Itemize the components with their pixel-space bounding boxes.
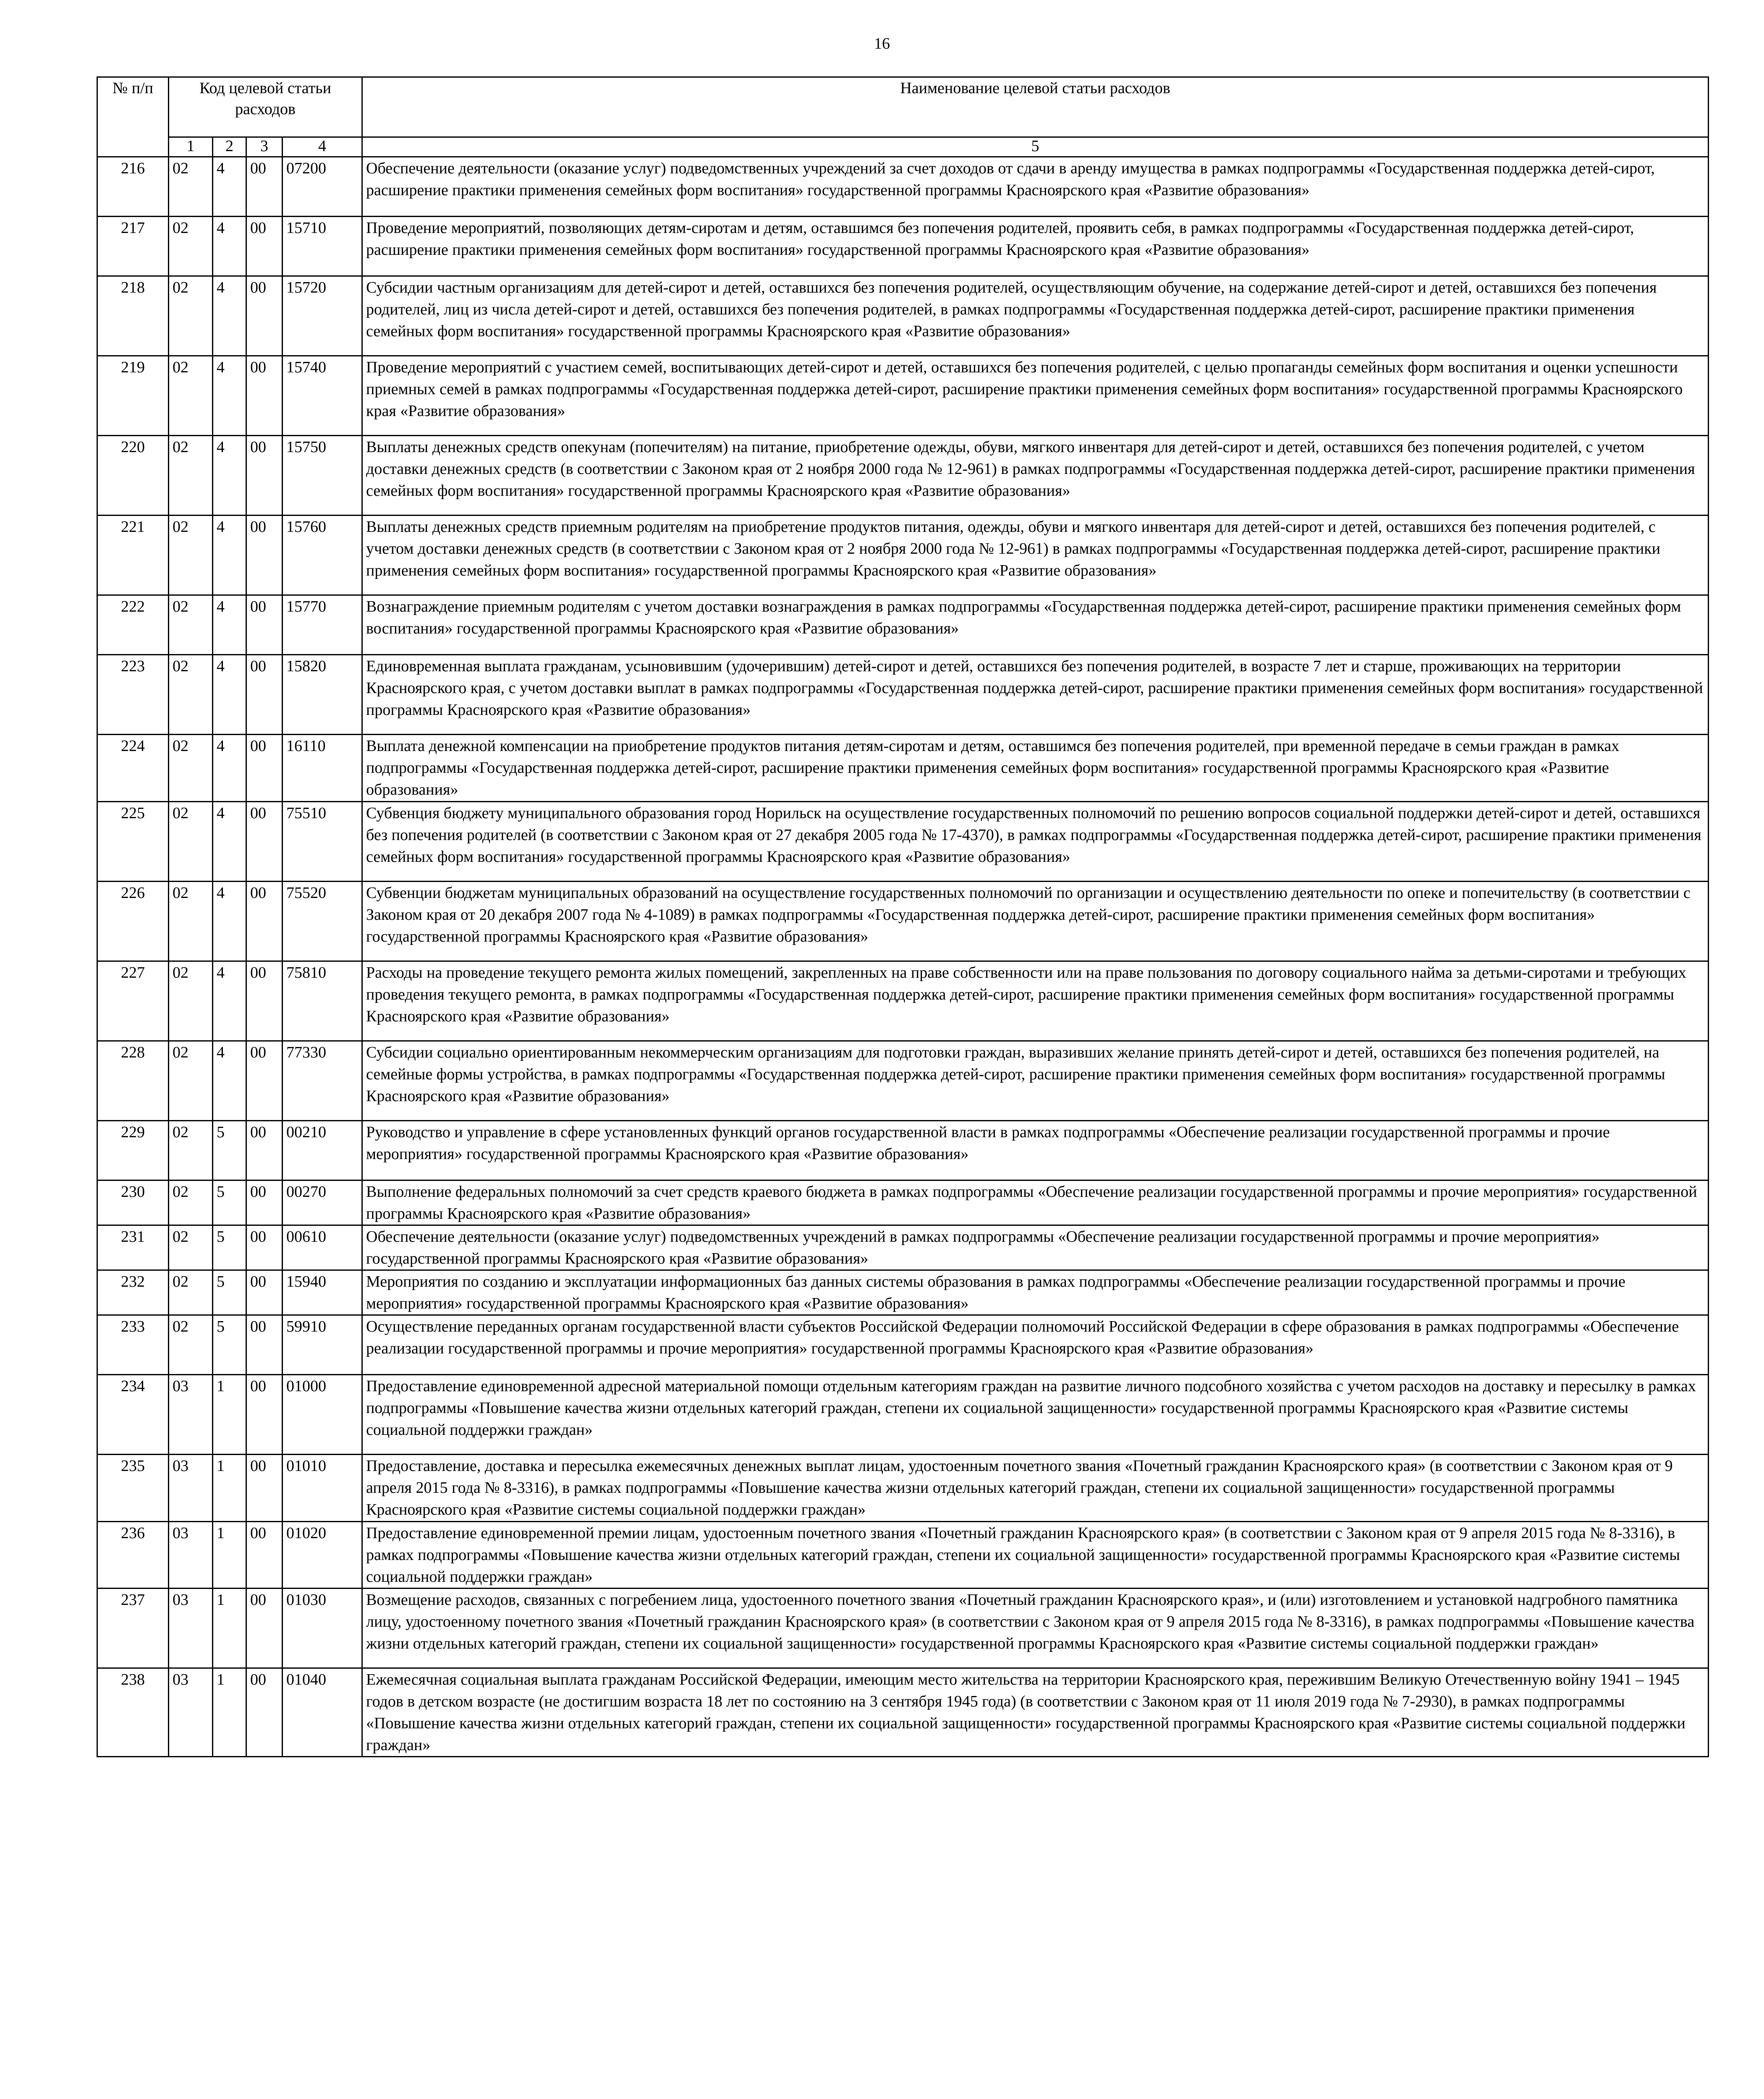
article-name: Вознаграждение приемным родителям с учетом доставки вознаграждения в рамках подпрограммы «Государственная поддержка детей-сирот, расширение практики применения семейных форм воспитания» государственной программы Красноярского края «Развитие образования» [362, 595, 1709, 655]
table-row [97, 1315, 1709, 1375]
code-subprogram: 1 [213, 1375, 246, 1455]
row-number: 233 [97, 1315, 169, 1375]
code-direction: 00270 [283, 1180, 362, 1225]
code-group: 00 [246, 1375, 283, 1455]
code-subprogram: 4 [213, 276, 246, 356]
code-direction: 15940 [283, 1270, 362, 1315]
code-direction: 15740 [283, 356, 362, 436]
article-name: Субсидии социально ориентированным некоммерческим организациям для подготовки граждан, выразивших желание принять детей-сирот и детей, оставшихся без попечения родителей, на семейные формы устройства, в рамках подпрограммы «Государственная поддержка детей-сирот, расширение практики применения семейных форм воспитания» государственной программы Красноярского края «Развитие образования» [362, 1041, 1709, 1121]
row-number: 228 [97, 1041, 169, 1121]
code-direction: 00610 [283, 1225, 362, 1270]
article-name: Обеспечение деятельности (оказание услуг) подведомственных учреждений за счет доходов от сдачи в аренду имущества в рамках подпрограммы «Государственная поддержка детей-сирот, расширение практики применения семейных форм воспитания» государственной программы Красноярского края «Развитие образования» [362, 157, 1709, 217]
code-direction: 01020 [283, 1522, 362, 1589]
header-col-number: 4 [283, 137, 362, 157]
article-name: Руководство и управление в сфере установленных функций органов государственной власти в рамках подпрограммы «Обеспечение реализации государственной программы и прочие мероприятия» государственной программы Красноярского края «Развитие образования» [362, 1121, 1709, 1180]
table-row [97, 655, 1709, 735]
code-program: 03 [169, 1589, 213, 1668]
code-direction: 75510 [283, 802, 362, 882]
table-row [97, 961, 1709, 1041]
code-program: 02 [169, 157, 213, 217]
code-direction: 75520 [283, 882, 362, 961]
table-row [97, 276, 1709, 356]
row-number: 229 [97, 1121, 169, 1180]
article-name: Субвенции бюджетам муниципальных образований на осуществление государственных полномочий по организации и осуществлению деятельности по опеке и попечительству (в соответствии с Законом края от 20 декабря 2007 года № 4-1089) в рамках подпрограммы «Государственная поддержка детей-сирот, расширение практики применения семейных форм воспитания» государственной программы Красноярского края «Развитие образования» [362, 882, 1709, 961]
budget-table [97, 76, 1709, 1757]
code-direction: 15720 [283, 276, 362, 356]
row-number: 230 [97, 1180, 169, 1225]
article-name: Мероприятия по созданию и эксплуатации информационных баз данных системы образования в рамках подпрограммы «Обеспечение реализации государственной программы и прочие мероприятия» государственной программы Красноярского края «Развитие образования» [362, 1270, 1709, 1315]
article-name: Предоставление, доставка и пересылка ежемесячных денежных выплат лицам, удостоенным почетного звания «Почетный гражданин Красноярского края» (в соответствии с Законом края от 9 апреля 2015 года № 8-3316), в рамках подпрограммы «Повышение качества жизни отдельных категорий граждан, степени их социальной защищенности» государственной программы Красноярского края «Развитие системы социальной поддержки граждан» [362, 1455, 1709, 1522]
code-direction: 15750 [283, 436, 362, 516]
article-name: Выплаты денежных средств опекунам (попечителям) на питание, приобретение одежды, обуви, мягкого инвентаря для детей-сирот и детей, оставшихся без попечения родителей, с учетом доставки денежных средств (в соответствии с Законом края от 2 ноября 2000 года № 12-961) в рамках подпрограммы «Государственная поддержка детей-сирот, расширение практики применения семейных форм воспитания» государственной программы Красноярского края «Развитие образования» [362, 436, 1709, 516]
article-name: Проведение мероприятий с участием семей, воспитывающих детей-сирот и детей, оставшихся без попечения родителей, с целью пропаганды семейных форм воспитания и оценки успешности приемных семей в рамках подпрограммы «Государственная поддержка детей-сирот, расширение практики применения семейных форм воспитания» государственной программы Красноярского края «Развитие образования» [362, 356, 1709, 436]
code-group: 00 [246, 1180, 283, 1225]
code-program: 02 [169, 802, 213, 882]
table-row [97, 882, 1709, 961]
header-code: Код целевой статьи расходов [169, 77, 362, 137]
article-name: Выполнение федеральных полномочий за счет средств краевого бюджета в рамках подпрограммы «Обеспечение реализации государственной программы и прочие мероприятия» государственной программы Красноярского края «Развитие образования» [362, 1180, 1709, 1225]
code-group: 00 [246, 1522, 283, 1589]
code-program: 02 [169, 1121, 213, 1180]
table-row [97, 516, 1709, 595]
code-group: 00 [246, 1315, 283, 1375]
code-direction: 15770 [283, 595, 362, 655]
code-program: 02 [169, 516, 213, 595]
code-program: 02 [169, 595, 213, 655]
row-number: 222 [97, 595, 169, 655]
code-subprogram: 1 [213, 1522, 246, 1589]
row-number: 223 [97, 655, 169, 735]
code-subprogram: 5 [213, 1121, 246, 1180]
table-row [97, 1522, 1709, 1589]
code-subprogram: 5 [213, 1225, 246, 1270]
article-name: Проведение мероприятий, позволяющих детям-сиротам и детям, оставшимся без попечения родителей, проявить себя, в рамках подпрограммы «Государственная поддержка детей-сирот, расширение практики применения семейных форм воспитания» государственной программы Красноярского края «Развитие образования» [362, 217, 1709, 276]
code-program: 03 [169, 1522, 213, 1589]
table-row [97, 1375, 1709, 1455]
code-direction: 77330 [283, 1041, 362, 1121]
code-subprogram: 5 [213, 1180, 246, 1225]
table-row [97, 1589, 1709, 1668]
code-subprogram: 4 [213, 217, 246, 276]
code-program: 02 [169, 1315, 213, 1375]
header-num: № п/п [97, 77, 169, 157]
code-group: 00 [246, 882, 283, 961]
table-row [97, 1041, 1709, 1121]
article-name: Обеспечение деятельности (оказание услуг) подведомственных учреждений в рамках подпрограммы «Обеспечение реализации государственной программы и прочие мероприятия» государственной программы Красноярского края «Развитие образования» [362, 1225, 1709, 1270]
code-subprogram: 4 [213, 882, 246, 961]
code-subprogram: 4 [213, 655, 246, 735]
code-group: 00 [246, 1041, 283, 1121]
code-subprogram: 5 [213, 1270, 246, 1315]
code-group: 00 [246, 1121, 283, 1180]
code-subprogram: 4 [213, 735, 246, 802]
row-number: 235 [97, 1455, 169, 1522]
table-row [97, 356, 1709, 436]
row-number: 216 [97, 157, 169, 217]
table-row [97, 1225, 1709, 1270]
row-number: 220 [97, 436, 169, 516]
code-direction: 15760 [283, 516, 362, 595]
code-group: 00 [246, 516, 283, 595]
row-number: 227 [97, 961, 169, 1041]
table-row [97, 1180, 1709, 1225]
article-name: Субвенция бюджету муниципального образования город Норильск на осуществление государственных полномочий по решению вопросов социальной поддержки детей-сирот и детей, оставшихся без попечения родителей (в соответствии с Законом края от 27 декабря 2005 года № 17-4370), в рамках подпрограммы «Государственная поддержка детей-сирот, расширение практики применения семейных форм воспитания» государственной программы Красноярского края «Развитие образования» [362, 802, 1709, 882]
page-number: 16 [874, 35, 890, 52]
header-col-number: 2 [213, 137, 246, 157]
code-subprogram: 4 [213, 1041, 246, 1121]
code-subprogram: 1 [213, 1589, 246, 1668]
row-number: 224 [97, 735, 169, 802]
code-program: 02 [169, 655, 213, 735]
table-row [97, 1455, 1709, 1522]
code-direction: 01030 [283, 1589, 362, 1668]
table-row [97, 595, 1709, 655]
code-program: 02 [169, 1180, 213, 1225]
table-body [97, 157, 1709, 1757]
row-number: 226 [97, 882, 169, 961]
article-name: Выплата денежной компенсации на приобретение продуктов питания детям-сиротам и детям, оставшимся без попечения родителей, при временной передаче в семьи граждан в рамках подпрограммы «Государственная поддержка детей-сирот, расширение практики применения семейных форм воспитания» государственной программы Красноярского края «Развитие образования» [362, 735, 1709, 802]
row-number: 231 [97, 1225, 169, 1270]
code-subprogram: 4 [213, 595, 246, 655]
row-number: 219 [97, 356, 169, 436]
article-name: Субсидии частным организациям для детей-сирот и детей, оставшихся без попечения родителей, осуществляющим обучение, на содержание детей-сирот и детей, оставшихся без попечения родителей, лиц из числа детей-сирот и детей, оставшихся без попечения родителей, в рамках подпрограммы «Государственная поддержка детей-сирот, расширение практики применения семейных форм воспитания» государственной программы Красноярского края «Развитие образования» [362, 276, 1709, 356]
table-row [97, 1270, 1709, 1315]
code-program: 02 [169, 356, 213, 436]
code-subprogram: 4 [213, 157, 246, 217]
code-group: 00 [246, 735, 283, 802]
row-number: 221 [97, 516, 169, 595]
row-number: 232 [97, 1270, 169, 1315]
table-row [97, 217, 1709, 276]
code-program: 02 [169, 1270, 213, 1315]
row-number: 225 [97, 802, 169, 882]
code-group: 00 [246, 217, 283, 276]
code-group: 00 [246, 1589, 283, 1668]
table-row [97, 802, 1709, 882]
code-direction: 07200 [283, 157, 362, 217]
code-program: 02 [169, 1225, 213, 1270]
code-group: 00 [246, 1225, 283, 1270]
row-number: 234 [97, 1375, 169, 1455]
table-row [97, 436, 1709, 516]
code-program: 02 [169, 1041, 213, 1121]
code-group: 00 [246, 655, 283, 735]
code-program: 03 [169, 1375, 213, 1455]
code-direction: 01010 [283, 1455, 362, 1522]
code-group: 00 [246, 157, 283, 217]
row-number: 237 [97, 1589, 169, 1668]
article-name: Выплаты денежных средств приемным родителям на приобретение продуктов питания, одежды, обуви и мягкого инвентаря для детей-сирот и детей, оставшихся без попечения родителей, с учетом доставки денежных средств (в соответствии с Законом края от 2 ноября 2000 года № 12-961) в рамках подпрограммы «Государственная поддержка детей-сирот, расширение практики применения семейных форм воспитания» государственной программы Красноярского края «Развитие образования» [362, 516, 1709, 595]
header-name: Наименование целевой статьи расходов [362, 77, 1709, 137]
code-subprogram: 4 [213, 516, 246, 595]
code-program: 03 [169, 1668, 213, 1757]
code-program: 02 [169, 735, 213, 802]
code-direction: 16110 [283, 735, 362, 802]
code-direction: 75810 [283, 961, 362, 1041]
header-col-number: 1 [169, 137, 213, 157]
code-program: 02 [169, 882, 213, 961]
row-number: 217 [97, 217, 169, 276]
code-group: 00 [246, 1455, 283, 1522]
code-direction: 01000 [283, 1375, 362, 1455]
row-number: 218 [97, 276, 169, 356]
table-row [97, 735, 1709, 802]
code-group: 00 [246, 276, 283, 356]
article-name: Ежемесячная социальная выплата гражданам Российской Федерации, имеющим место жительства на территории Красноярского края, пережившим Великую Отечественную войну 1941 – 1945 годов в детском возрасте (не достигшим возраста 18 лет по состоянию на 3 сентября 1945 года) (в соответствии с Законом края от 11 июля 2019 года № 7-2930), в рамках подпрограммы «Повышение качества жизни отдельных категорий граждан, степени их социальной защищенности» государственной программы Красноярского края «Развитие системы социальной поддержки граждан» [362, 1668, 1709, 1757]
code-group: 00 [246, 802, 283, 882]
code-subprogram: 4 [213, 356, 246, 436]
article-name: Возмещение расходов, связанных с погребением лица, удостоенного почетного звания «Почетный гражданин Красноярского края», и (или) изготовлением и установкой надгробного памятника лицу, удостоенному почетного звания «Почетный гражданин Красноярского края» (в соответствии с Законом края от 9 апреля 2015 года № 8-3316), в рамках подпрограммы «Повышение качества жизни отдельных категорий граждан, степени их социальной защищенности» государственной программы Красноярского края «Развитие системы социальной поддержки граждан» [362, 1589, 1709, 1668]
row-number: 238 [97, 1668, 169, 1757]
code-subprogram: 5 [213, 1315, 246, 1375]
table-row [97, 157, 1709, 217]
code-direction: 00210 [283, 1121, 362, 1180]
header-col-number: 3 [246, 137, 283, 157]
code-subprogram: 4 [213, 802, 246, 882]
code-program: 03 [169, 1455, 213, 1522]
code-group: 00 [246, 595, 283, 655]
table-row [97, 1668, 1709, 1757]
code-program: 02 [169, 217, 213, 276]
code-group: 00 [246, 356, 283, 436]
code-direction: 01040 [283, 1668, 362, 1757]
row-number: 236 [97, 1522, 169, 1589]
code-group: 00 [246, 1668, 283, 1757]
article-name: Осуществление переданных органам государственной власти субъектов Российской Федерации полномочий Российской Федерации в сфере образования в рамках подпрограммы «Обеспечение реализации государственной программы и прочие мероприятия» государственной программы Красноярского края «Развитие образования» [362, 1315, 1709, 1375]
code-direction: 15820 [283, 655, 362, 735]
article-name: Единовременная выплата гражданам, усыновившим (удочерившим) детей-сирот и детей, оставшихся без попечения родителей, в возрасте 7 лет и старше, проживающих на территории Красноярского края, с учетом доставки выплат в рамках подпрограммы «Государственная поддержка детей-сирот, расширение практики применения семейных форм воспитания» государственной программы Красноярского края «Развитие образования» [362, 655, 1709, 735]
code-subprogram: 4 [213, 961, 246, 1041]
code-subprogram: 4 [213, 436, 246, 516]
header-col-number-5: 5 [362, 137, 1709, 157]
article-name: Расходы на проведение текущего ремонта жилых помещений, закрепленных на праве собственности или на праве пользования по договору социального найма за детьми-сиротами и требующих проведения текущего ремонта, в рамках подпрограммы «Государственная поддержка детей-сирот, расширение практики применения семейных форм воспитания» государственной программы Красноярского края «Развитие образования» [362, 961, 1709, 1041]
code-program: 02 [169, 436, 213, 516]
code-group: 00 [246, 961, 283, 1041]
code-direction: 59910 [283, 1315, 362, 1375]
article-name: Предоставление единовременной адресной материальной помощи отдельным категориям граждан на развитие личного подсобного хозяйства с учетом расходов на доставку и пересылку в рамках подпрограммы «Повышение качества жизни отдельных категорий граждан, степени их социальной защищенности» государственной программы Красноярского края «Развитие системы социальной поддержки граждан» [362, 1375, 1709, 1455]
code-group: 00 [246, 1270, 283, 1315]
article-name: Предоставление единовременной премии лицам, удостоенным почетного звания «Почетный гражданин Красноярского края» (в соответствии с Законом края от 9 апреля 2015 года № 8-3316), в рамках подпрограммы «Повышение качества жизни отдельных категорий граждан, степени их социальной защищенности» государственной программы Красноярского края «Развитие системы социальной поддержки граждан» [362, 1522, 1709, 1589]
code-direction: 15710 [283, 217, 362, 276]
code-program: 02 [169, 961, 213, 1041]
code-group: 00 [246, 436, 283, 516]
code-subprogram: 1 [213, 1455, 246, 1522]
code-program: 02 [169, 276, 213, 356]
table-row [97, 1121, 1709, 1180]
code-subprogram: 1 [213, 1668, 246, 1757]
